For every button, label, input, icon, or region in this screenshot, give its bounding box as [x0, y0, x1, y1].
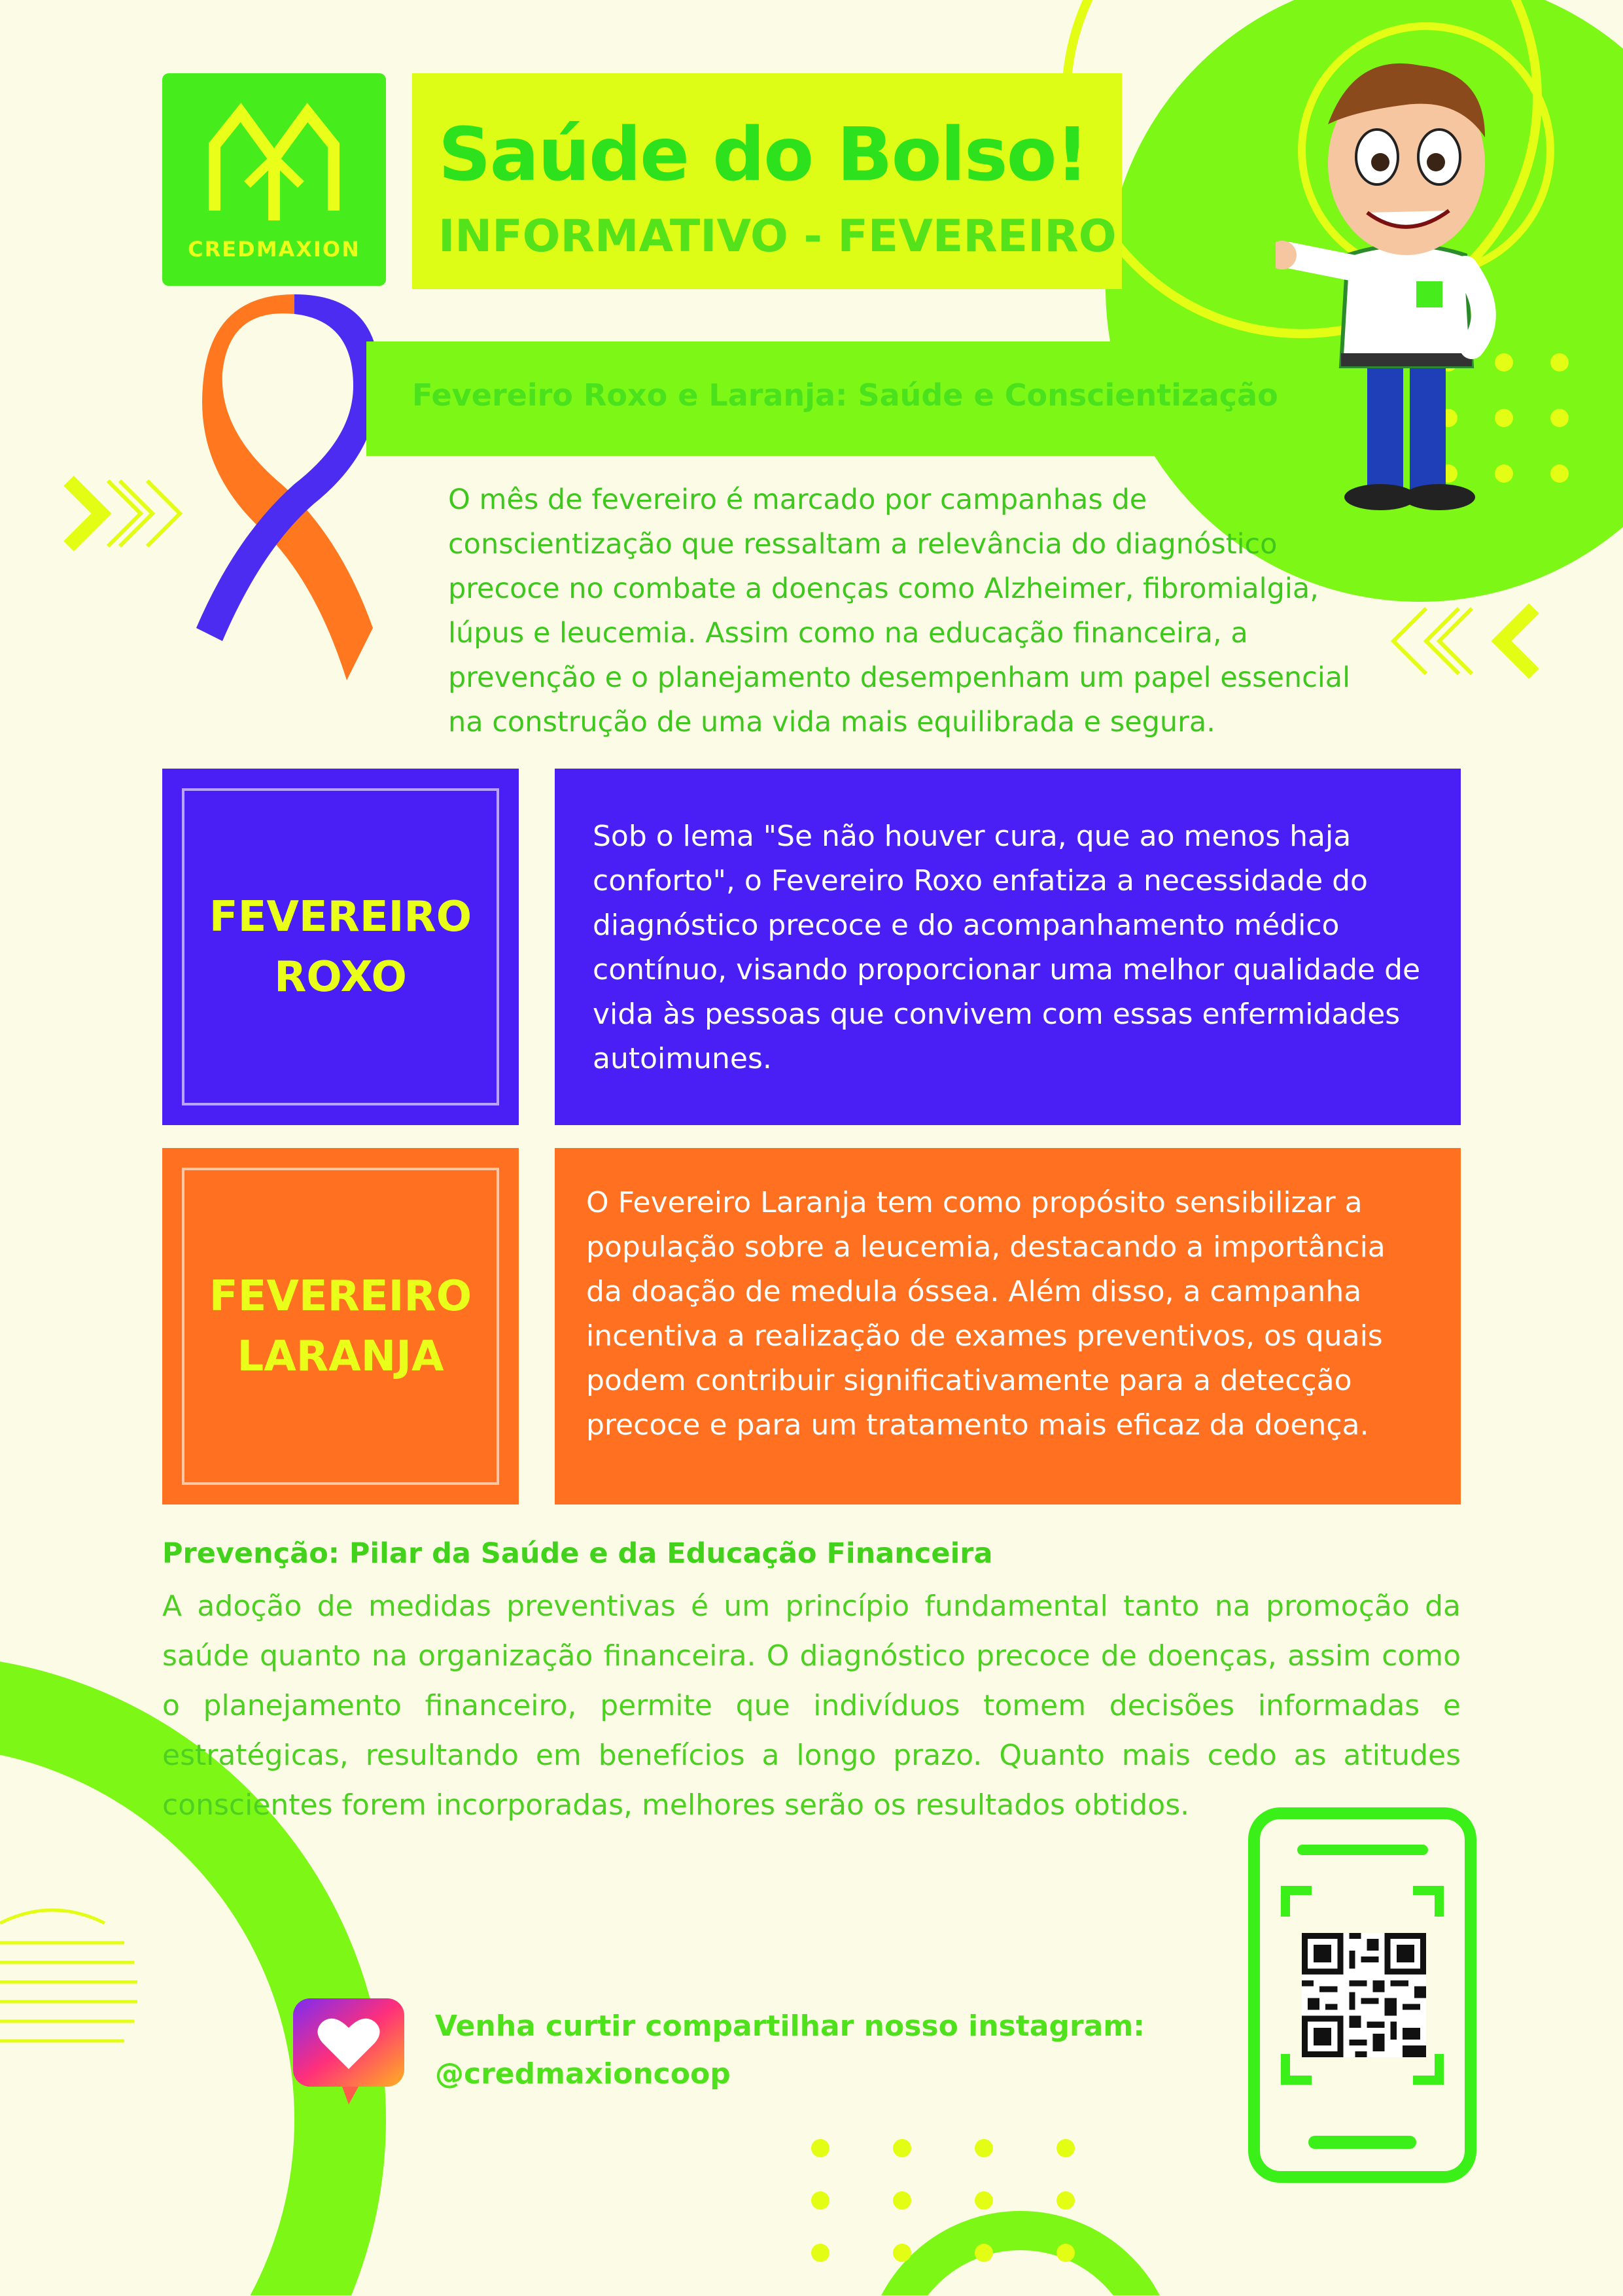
roxo-line: vida às pessoas que convivem com essas enfermidades	[593, 998, 1401, 1031]
roxo-line: Sob o lema "Se não houver cura, que ao menos haja	[593, 820, 1352, 853]
qr-code-icon[interactable]	[1302, 1933, 1426, 2057]
roxo-label-line2: ROXO	[274, 952, 407, 1001]
laranja-line: podem contribuir significativamente para a detecção	[586, 1364, 1352, 1397]
intro-line: na construção de uma vida mais equilibrada e segura.	[448, 706, 1215, 739]
intro-line: lúpus e leucemia. Assim como na educação financeira, a	[448, 617, 1248, 650]
laranja-line: população sobre a leucemia, destacando a importância	[586, 1230, 1386, 1264]
chevrons-left-icon	[1387, 599, 1550, 684]
laranja-label	[162, 1266, 519, 1387]
section-header	[366, 341, 1325, 456]
laranja-text-card	[555, 1148, 1461, 1505]
instagram-handle[interactable]: @credmaxioncoop	[435, 2057, 731, 2091]
logo-mark-icon	[201, 99, 347, 230]
laranja-line: O Fevereiro Laranja tem como propósito sensibilizar a	[586, 1186, 1363, 1219]
logo-brand-text: CREDMAXION	[188, 237, 360, 262]
laranja-label-card	[162, 1148, 519, 1505]
roxo-label-card	[162, 769, 519, 1125]
intro-line: precoce no combate a doenças como Alzheimer, fibromialgia,	[448, 572, 1319, 605]
chevrons-right-icon	[62, 471, 193, 556]
title-box	[412, 73, 1122, 289]
roxo-line: conforto", o Fevereiro Roxo enfatiza a necessidade do	[593, 864, 1368, 897]
roxo-text-card	[555, 769, 1461, 1125]
page-title: Saúde do Bolso!	[438, 113, 1088, 198]
roxo-line: contínuo, visando proporcionar uma melhor qualidade de	[593, 953, 1421, 986]
prevention-body: A adoção de medidas preventivas é um princípio fundamental tanto na promoção da saúde quanto na organização financeira. O diagnóstico precoce de doenças, assim como o planejamento financeiro, permite que indivíduos tomem decisões informadas e estratégicas, resultando em benefícios a longo prazo. Quanto mais cedo as atitudes conscientes forem incorporadas, melhores serão os resultados obtidos.	[162, 1590, 1461, 1822]
dots-bottom	[811, 2139, 1099, 2296]
laranja-line: precoce e para um tratamento mais eficaz da doença.	[586, 1408, 1369, 1442]
heart-icon	[293, 1998, 404, 2106]
roxo-line: diagnóstico precoce e do acompanhamento médico	[593, 909, 1340, 942]
intro-line: prevenção e o planejamento desempenham um papel essencial	[448, 661, 1351, 694]
roxo-label	[162, 887, 519, 1007]
credmaxion-logo	[162, 73, 386, 286]
section-title: Fevereiro Roxo e Laranja: Saúde e Conscientização	[412, 377, 1278, 413]
laranja-line: incentiva a realização de exames preventivos, os quais	[586, 1319, 1383, 1353]
laranja-label-line2: LARANJA	[237, 1332, 444, 1381]
roxo-description	[593, 814, 1435, 1081]
laranja-description	[586, 1181, 1435, 1448]
laranja-line: da doação de medula óssea. Além disso, a campanha	[586, 1275, 1362, 1308]
intro-line: conscientização que ressaltam a relevância do diagnóstico	[448, 528, 1278, 561]
intro-paragraph	[448, 478, 1403, 744]
prevention-title: Prevenção: Pilar da Saúde e da Educação Financeira	[162, 1537, 993, 1570]
roxo-line: autoimunes.	[593, 1042, 772, 1075]
roxo-label-line1: FEVEREIRO	[209, 892, 472, 941]
page-subtitle: INFORMATIVO - FEVEREIRO	[438, 211, 1117, 262]
laranja-label-line1: FEVEREIRO	[209, 1272, 472, 1321]
intro-line: O mês de fevereiro é marcado por campanhas de	[448, 483, 1147, 516]
instagram-call: Venha curtir compartilhar nosso instagram:	[435, 2009, 1145, 2043]
